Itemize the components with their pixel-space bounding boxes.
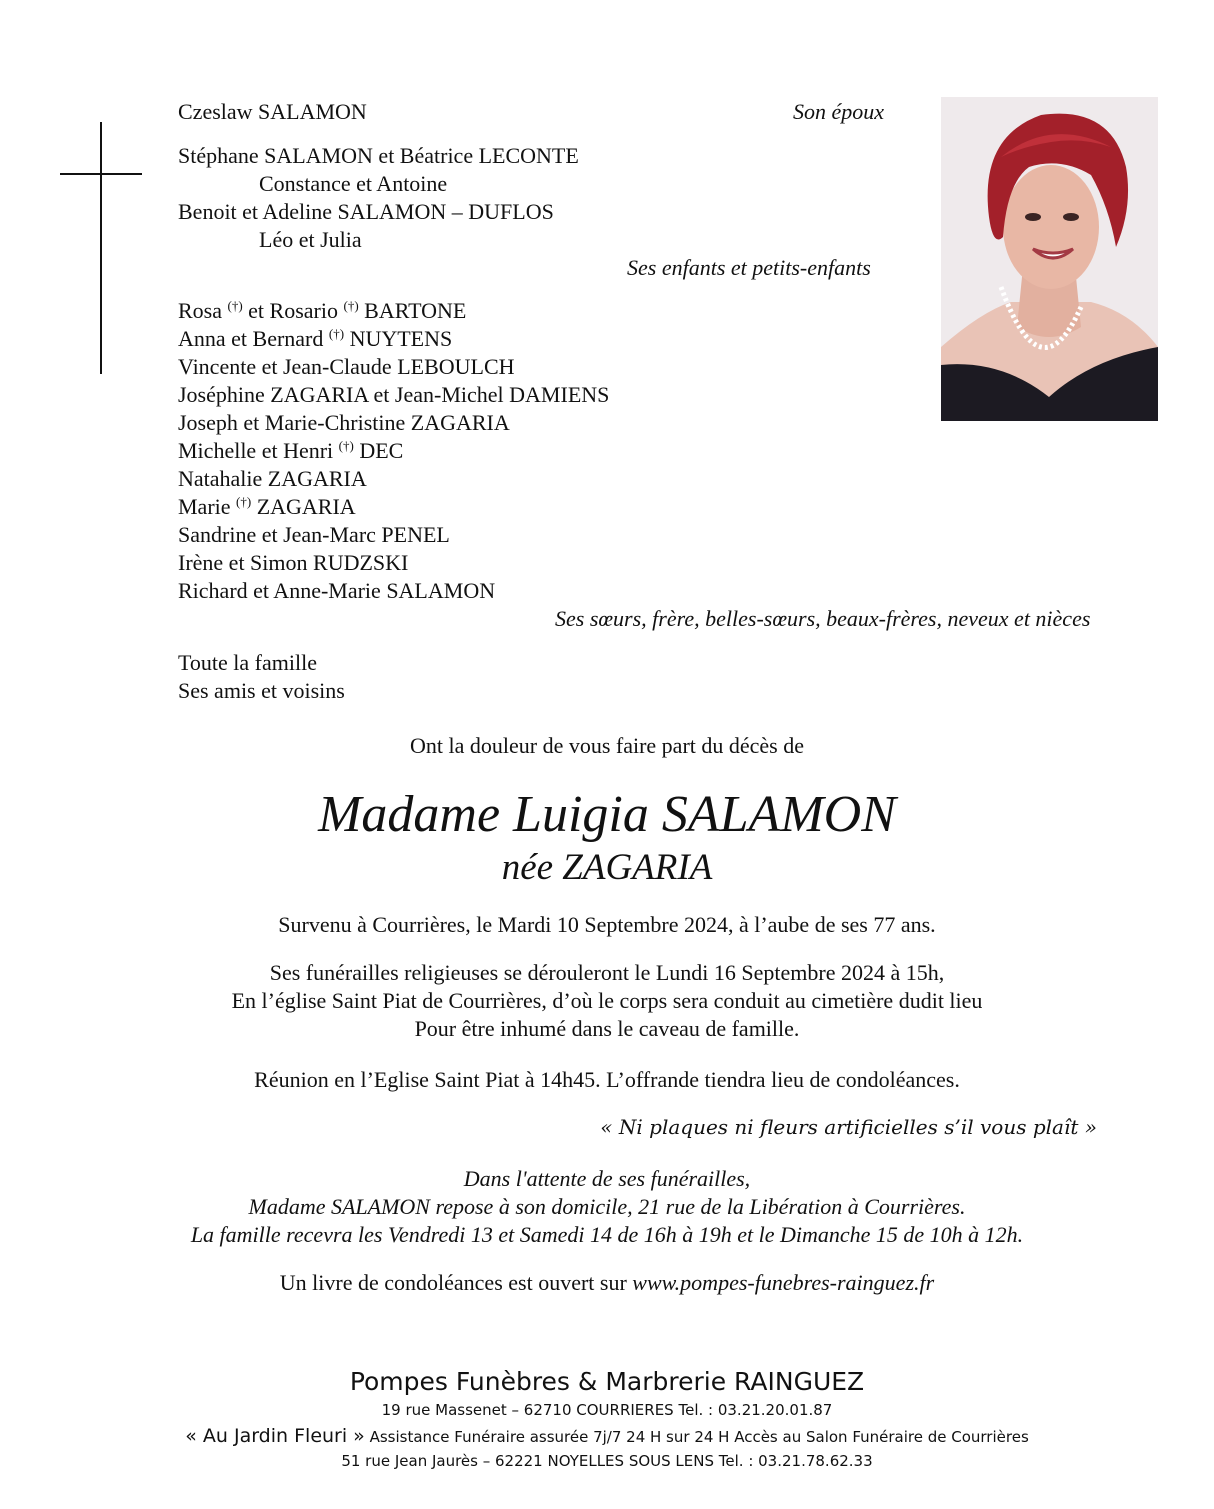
children-line: Stéphane SALAMON et Béatrice LECONTE	[178, 143, 579, 168]
waiting-line-1: Dans l'attente de ses funérailles,	[463, 1166, 751, 1191]
others-line: Toute la famille	[178, 650, 317, 675]
deceased-name: Madame Luigia SALAMON	[318, 786, 896, 843]
sibling-line	[178, 549, 609, 577]
deceased-mark: (†)	[343, 298, 359, 313]
sibling-line	[178, 297, 609, 325]
sibling-text: Joséphine ZAGARIA et Jean-Michel DAMIENS	[178, 382, 610, 407]
deceased-mark: (†)	[328, 326, 345, 341]
funeral-line-3: Pour être inhumé dans le caveau de famille.	[414, 1016, 800, 1041]
others-list	[178, 649, 345, 705]
deceased-mark: (†)	[338, 438, 354, 453]
sibling-text: Sandrine et Jean-Marc PENEL	[178, 522, 450, 547]
condolence-url-link[interactable]: www.pompes-funebres-rainguez.fr	[632, 1270, 935, 1295]
sibling-line	[178, 325, 609, 353]
sibling-line	[178, 353, 609, 381]
sibling-line	[178, 381, 609, 409]
spouse-role: Son époux	[793, 99, 885, 124]
company-name: Pompes Funèbres & Marbrerie RAINGUEZ	[349, 1367, 865, 1396]
condolence-line	[0, 1269, 1214, 1297]
flowers-note: « Ni plaques ni fleurs artificielles s’il vous plaît »	[600, 1115, 1097, 1139]
sibling-text: Natahalie ZAGARIA	[178, 466, 367, 491]
children-line: Léo et Julia	[259, 227, 362, 252]
meeting-text: Réunion en l’Eglise Saint Piat à 14h45. L’offrande tiendra lieu de condoléances.	[254, 1067, 960, 1092]
deceased-mark: (†)	[227, 298, 243, 313]
children-line: Benoit et Adeline SALAMON – DUFLOS	[178, 199, 554, 224]
cross-icon	[58, 122, 144, 376]
jardin-fleuri: « Au Jardin Fleuri »	[185, 1425, 365, 1447]
waiting-line-3: La famille recevra les Vendredi 13 et Samedi 14 de 16h à 19h et le Dimanche 15 de 10h à 12h.	[190, 1222, 1024, 1247]
sibling-text: et Rosario	[242, 298, 344, 323]
children-line: Constance et Antoine	[259, 171, 448, 196]
condolence-prefix: Un livre de condoléances est ouvert sur	[279, 1270, 633, 1295]
others-line: Ses amis et voisins	[178, 678, 345, 703]
portrait-photo	[941, 97, 1158, 421]
sibling-text: Michelle et Henri	[178, 438, 339, 463]
deceased-mark: (†)	[236, 494, 252, 509]
sibling-text: DEC	[353, 438, 404, 463]
sibling-line	[178, 465, 609, 493]
sibling-text: Irène et Simon RUDZSKI	[178, 550, 409, 575]
children-role: Ses enfants et petits-enfants	[627, 255, 871, 280]
company-address-1: 19 rue Massenet – 62710 COURRIERES Tel. : 03.21.20.01.87	[381, 1401, 833, 1419]
sibling-line	[178, 521, 609, 549]
sibling-line	[178, 493, 609, 521]
sibling-text: Marie	[178, 494, 237, 519]
sibling-line	[178, 577, 609, 605]
sibling-text: BARTONE	[358, 298, 467, 323]
sibling-text: Anna et Bernard	[178, 326, 329, 351]
services-text: Assistance Funéraire assurée 7j/7 24 H sur 24 H Accès au Salon Funéraire de Courrières	[364, 1428, 1029, 1446]
sibling-text: ZAGARIA	[251, 494, 356, 519]
death-text: Survenu à Courrières, le Mardi 10 Septembre 2024, à l’aube de ses 77 ans.	[278, 912, 936, 937]
sibling-text: Vincente et Jean-Claude LEBOULCH	[178, 354, 515, 379]
funeral-line-2: En l’église Saint Piat de Courrières, d’où le corps sera conduit au cimetière dudit lieu	[231, 988, 983, 1013]
sibling-line	[178, 409, 609, 437]
siblings-list	[178, 297, 609, 605]
children-list	[178, 142, 579, 254]
sibling-line	[178, 437, 609, 465]
spouse-name: Czeslaw SALAMON	[178, 99, 367, 124]
sibling-text: Rosa	[178, 298, 228, 323]
waiting-line-2: Madame SALAMON repose à son domicile, 21 rue de la Libération à Courrières.	[248, 1194, 966, 1219]
intro-text: Ont la douleur de vous faire part du décès de	[409, 733, 805, 758]
company-address-2: 51 rue Jean Jaurès – 62221 NOYELLES SOUS LENS Tel. : 03.21.78.62.33	[341, 1452, 873, 1470]
maiden-name: née ZAGARIA	[501, 847, 713, 888]
sibling-text: NUYTENS	[344, 326, 453, 351]
siblings-role: Ses sœurs, frère, belles-sœurs, beaux-frères, neveux et nièces	[555, 606, 1091, 631]
sibling-text: Richard et Anne-Marie SALAMON	[178, 578, 496, 603]
services-line	[0, 1425, 1214, 1448]
sibling-text: Joseph et Marie-Christine ZAGARIA	[178, 410, 510, 435]
funeral-line-1: Ses funérailles religieuses se dérouleront le Lundi 16 Septembre 2024 à 15h,	[269, 960, 945, 985]
